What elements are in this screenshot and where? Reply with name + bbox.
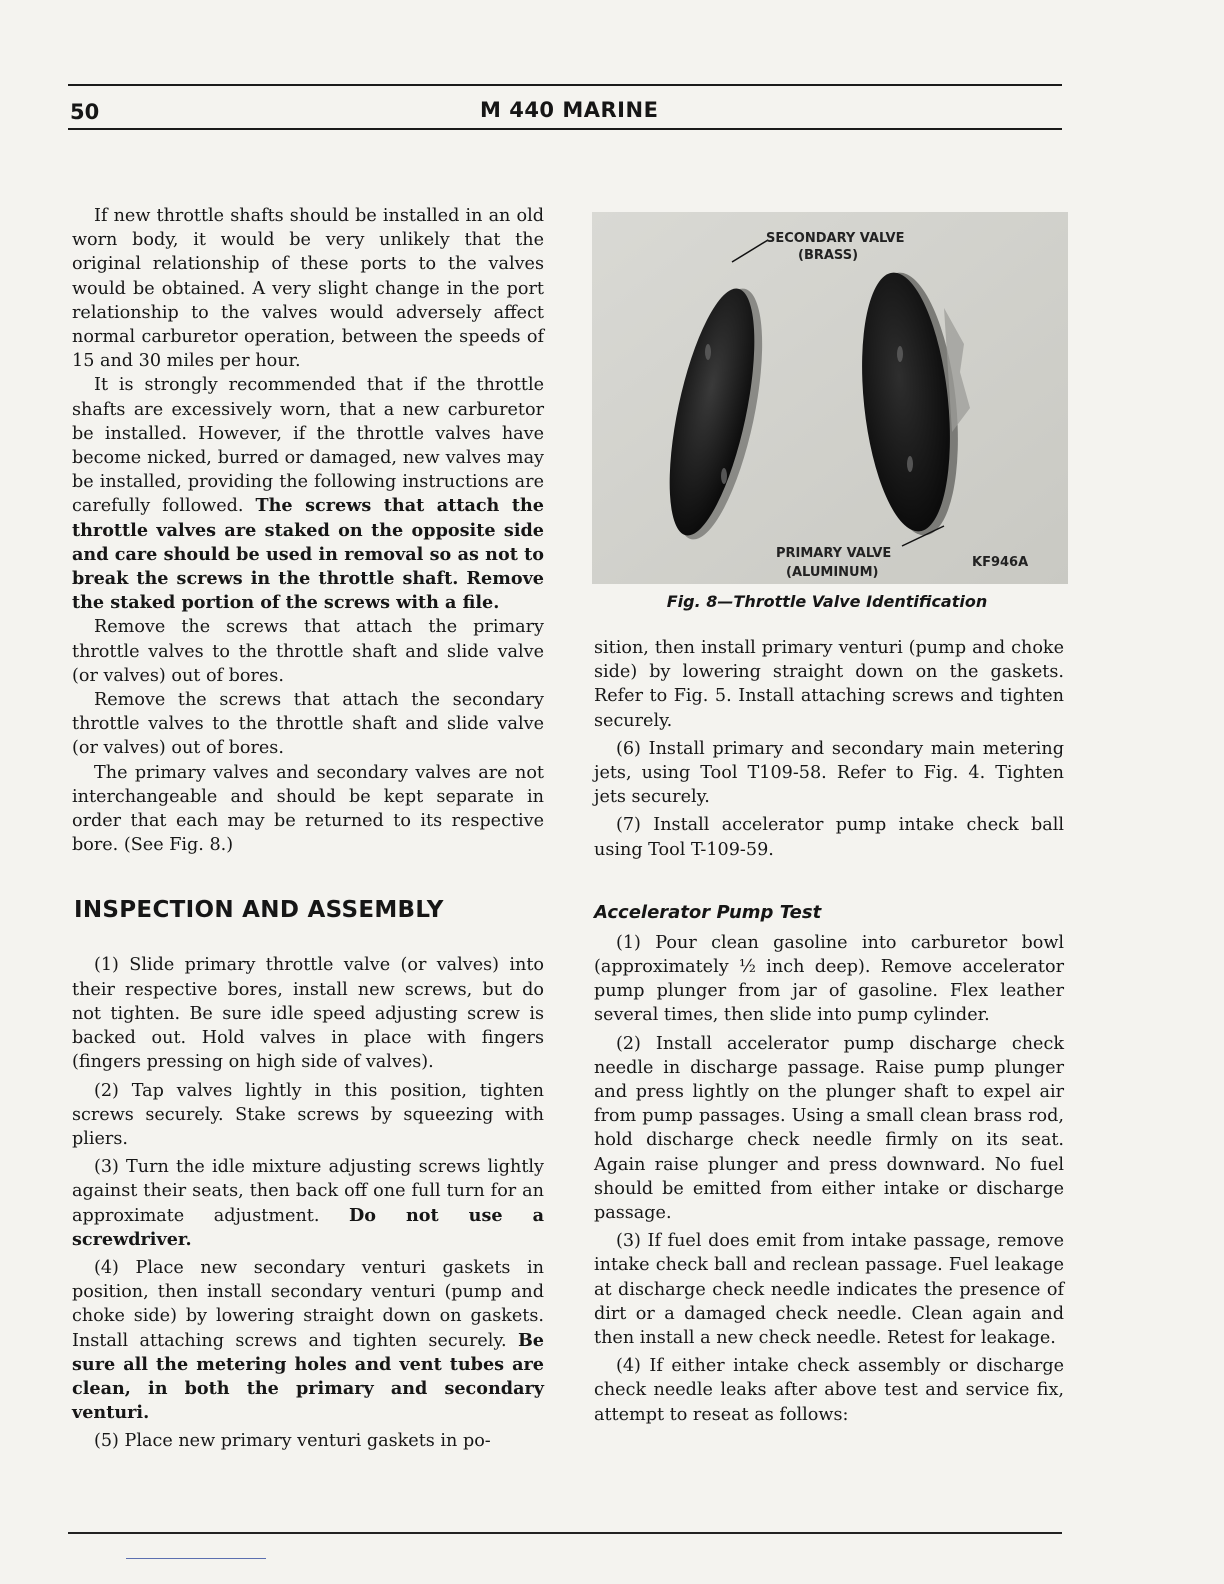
step: (7) Install accelerator pump intake check ball using Tool T-109-59. xyxy=(594,815,1064,860)
throttle-valve-figure xyxy=(592,212,1068,584)
paragraph xyxy=(72,373,544,615)
step-text: (3) Turn the idle mixture adjusting screws lightly against their seats, then back off one full turn for an approximate adjustment. xyxy=(72,1157,544,1226)
paragraph: The primary valves and secondary valves are not interchangeable and should be kept separate in order that each may be returned to its respective bore. (See Fig. 8.) xyxy=(72,762,544,856)
bold-warning: Be sure all the metering holes and vent tubes are clean, in both the primary and secondary venturi. xyxy=(72,1329,545,1424)
running-title: M 440 MARINE xyxy=(480,98,659,122)
footer-rule xyxy=(68,1532,1062,1534)
throttle-valve-photo xyxy=(592,212,1068,584)
footer-mark xyxy=(126,1558,266,1559)
figure-caption: Fig. 8—Throttle Valve Identification xyxy=(666,592,988,611)
step-text: (4) Place new secondary venturi gaskets in position, then install secondary venturi (pump and choke side) by lowering straight down on gaskets. Install attaching screws and tighten securely. xyxy=(72,1257,544,1351)
step: (1) Slide primary throttle valve (or valves) into their respective bores, install new screws, but do not tighten. Be sure idle speed adjusting screw is backed out. Hold valves in place with fingers (fingers pressing on high side of valves). xyxy=(72,955,544,1073)
paragraph-text: It is strongly recommended that if the throttle shafts are excessively worn, that a new carburetor be installed. However, if the throttle valves have become nicked, burred or damaged, new valves may be installed, providing the following instructions are carefully followed. xyxy=(72,375,544,517)
header-rule-top xyxy=(68,84,1062,86)
paragraph: Remove the screws that attach the primary throttle valves to the throttle shaft and slide valve (or valves) out of bores. xyxy=(72,617,544,686)
step-continued: sition, then install primary venturi (pump and choke side) by lowering straight down on the gaskets. Refer to Fig. 5. Install attaching screws and tighten securely. xyxy=(594,638,1064,731)
step xyxy=(72,1155,544,1252)
label-secondary-valve: SECONDARY VALVE xyxy=(766,231,905,246)
header-rule-bottom xyxy=(68,128,1062,130)
subsection-heading: Accelerator Pump Test xyxy=(594,901,822,923)
bold-warning: The screws that attach the throttle valves are staked on the opposite side and care should be used in removal so as not to break the screws in the throttle shaft. Remove the staked portion of the screws with a file. xyxy=(72,495,545,614)
paragraph: Remove the screws that attach the secondary throttle valves to the throttle shaft and slide valve (or valves) out of bores. xyxy=(72,690,544,759)
section-heading: INSPECTION AND ASSEMBLY xyxy=(74,897,444,924)
left-column xyxy=(72,204,544,1454)
step: (2) Tap valves lightly in this position, tighten screws securely. Stake screws by squeezing with pliers. xyxy=(72,1080,544,1149)
right-column xyxy=(594,636,1064,1427)
step: (5) Place new primary venturi gaskets in po- xyxy=(94,1431,491,1452)
bold-warning: Do not use a screwdriver. xyxy=(72,1204,545,1250)
figure-code: KF946A xyxy=(972,555,1029,570)
label-primary-material: (ALUMINUM) xyxy=(786,565,879,580)
page-number: 50 xyxy=(70,100,100,124)
step: (6) Install primary and secondary main metering jets, using Tool T109-58. Refer to Fig. 4. Tighten jets securely. xyxy=(594,738,1064,808)
paragraph: If new throttle shafts should be installed in an old worn body, it would be very unlikely that the original relationship of these ports to the valves would be obtained. A very slight change in the port relationship to the valves would adversely affect normal carburetor operation, between the speeds of 15 and 30 miles per hour. xyxy=(72,206,544,372)
step: (1) Pour clean gasoline into carburetor bowl (approximately ½ inch deep). Remove accelerator pump plunger from jar of gasoline. Flex leather several times, then slide into pump cylinder. xyxy=(594,932,1064,1026)
label-secondary-material: (BRASS) xyxy=(798,248,859,263)
label-primary-valve: PRIMARY VALVE xyxy=(776,546,892,561)
step: (2) Install accelerator pump discharge check needle in discharge passage. Raise pump plunger and press lightly on the plunger shaft to expel air from pump passages. Using a small clean brass rod, hold discharge check needle firmly on its seat. Again raise plunger and press downward. No fuel should be emitted from either intake or discharge passage. xyxy=(594,1033,1064,1224)
step: (3) If fuel does emit from intake passage, remove intake check ball and reclean passage. Fuel leakage at discharge check needle indicates the presence of dirt or a damaged check needle. Clean again and then install a new check needle. Retest for leakage. xyxy=(594,1231,1064,1349)
step xyxy=(72,1256,544,1425)
step: (4) If either intake check assembly or discharge check needle leaks after above test and service fix, attempt to reseat as follows: xyxy=(594,1356,1064,1425)
